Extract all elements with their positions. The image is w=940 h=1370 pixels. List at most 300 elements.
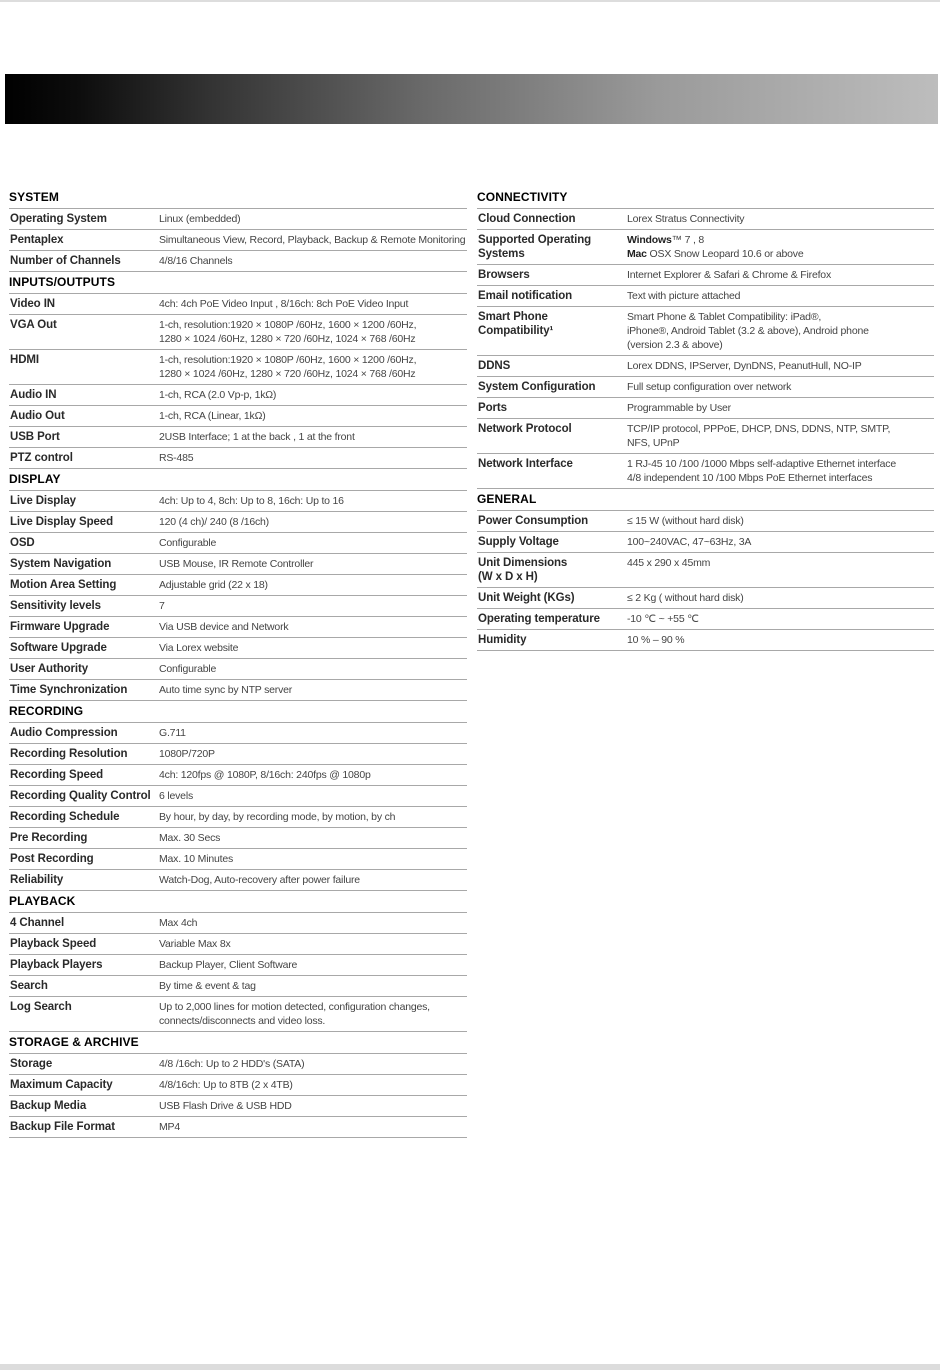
- spec-label: [477, 286, 627, 306]
- spec-label-text: Unit Weight (KGs): [478, 592, 575, 604]
- spec-label: [9, 807, 159, 827]
- spec-value-line: [159, 212, 467, 226]
- spec-value: [159, 997, 467, 1031]
- spec-label: [9, 427, 159, 447]
- spec-value-line: [627, 514, 934, 528]
- spec-value-line: [627, 612, 934, 626]
- spec-value: [159, 849, 467, 869]
- spec-label: [477, 630, 627, 650]
- spec-value-text: 120 (4 ch)/ 240 (8 /16ch): [159, 516, 269, 528]
- spec-value-text: USB Mouse, IR Remote Controller: [159, 558, 314, 570]
- spec-row: [9, 638, 467, 659]
- spec-value-text-line2: connects/disconnects and video loss.: [159, 1015, 326, 1027]
- spec-value-text: 4ch: Up to 4, 8ch: Up to 8, 16ch: Up to 16: [159, 495, 344, 507]
- spec-value-text: 4ch: 120fps @ 1080P, 8/16ch: 240fps @ 1080p: [159, 769, 371, 781]
- spec-value: [627, 588, 934, 608]
- spec-value-text: 445 x 290 x 45mm: [627, 557, 711, 569]
- bottom-rule: [0, 1364, 940, 1370]
- spec-value-line: [627, 359, 934, 373]
- spec-label: [9, 448, 159, 468]
- spec-value: [159, 350, 467, 384]
- spec-label: [477, 307, 627, 355]
- spec-label: [9, 1117, 159, 1137]
- spec-label: [9, 209, 159, 229]
- spec-value-text-line2: 4/8 independent 10 /100 Mbps PoE Ethernet interfaces: [627, 472, 873, 484]
- spec-row: [9, 230, 467, 251]
- spec-value: [627, 609, 934, 629]
- spec-value-bold-text: Windows: [627, 234, 672, 246]
- spec-value-line: [159, 1014, 467, 1028]
- spec-value-text: Lorex DDNS, IPServer, DynDNS, PeanutHull, NO-IP: [627, 360, 862, 372]
- spec-label: [9, 596, 159, 616]
- spec-row: [477, 511, 934, 532]
- spec-label-text: Recording Speed: [10, 769, 104, 781]
- spec-value-line: [159, 367, 467, 381]
- spec-label-text: Video IN: [10, 298, 55, 310]
- spec-value-bold-text: Mac: [627, 248, 647, 260]
- spec-row: [9, 209, 467, 230]
- spec-value-text: 1-ch, RCA (Linear, 1kΩ): [159, 410, 266, 422]
- spec-row: [9, 997, 467, 1032]
- spec-value: [159, 1075, 467, 1095]
- spec-value: [159, 680, 467, 700]
- spec-value-line: [627, 247, 934, 261]
- spec-label-text: Pentaplex: [10, 234, 64, 246]
- spec-value-text: Full setup configuration over network: [627, 381, 792, 393]
- section-heading-storage-archive: STORAGE & ARCHIVE: [9, 1032, 467, 1054]
- spec-value-line: [159, 332, 467, 346]
- spec-value-line: [627, 457, 934, 471]
- spec-label: [9, 723, 159, 743]
- spec-label: [9, 350, 159, 384]
- spec-value-text-line2: iPhone®, Android Tablet (3.2 & above), Android phone: [627, 325, 869, 337]
- spec-value: [627, 553, 934, 587]
- spec-value-line: [627, 471, 934, 485]
- spec-value-line: [159, 233, 467, 247]
- spec-value-line: [159, 1078, 467, 1092]
- spec-value: [159, 976, 467, 996]
- spec-value: [159, 870, 467, 890]
- spec-row: [477, 209, 934, 230]
- spec-label-text: Ports: [478, 402, 507, 414]
- spec-label-text: Audio Compression: [10, 727, 118, 739]
- spec-label: [477, 209, 627, 229]
- section-heading-inputs-outputs: INPUTS/OUTPUTS: [9, 272, 467, 294]
- spec-value: [159, 934, 467, 954]
- spec-value: [159, 1096, 467, 1116]
- spec-label-text: Search: [10, 980, 48, 992]
- spec-value-text: -10 ℃ ~ +55 ℃: [627, 613, 699, 625]
- spec-value-text: Variable Max 8x: [159, 938, 231, 950]
- spec-row: [9, 1096, 467, 1117]
- spec-label: [9, 680, 159, 700]
- spec-value-line: [159, 578, 467, 592]
- spec-value: [159, 659, 467, 679]
- spec-value-line: [159, 873, 467, 887]
- spec-row: [9, 1117, 467, 1138]
- spec-row: [477, 230, 934, 265]
- spec-label-text-line2: Compatibility¹: [478, 325, 554, 337]
- spec-value-line: [159, 388, 467, 402]
- spec-value-line: [159, 937, 467, 951]
- spec-value: [159, 765, 467, 785]
- spec-value-text: Configurable: [159, 537, 217, 549]
- spec-value: [159, 723, 467, 743]
- spec-value: [159, 533, 467, 553]
- spec-label: [9, 955, 159, 975]
- spec-row: [9, 828, 467, 849]
- spec-row: [9, 554, 467, 575]
- spec-row: [9, 680, 467, 701]
- spec-value: [159, 209, 467, 229]
- spec-value: [627, 398, 934, 418]
- spec-label: [477, 230, 627, 264]
- spec-row: [477, 553, 934, 588]
- spec-label: [9, 913, 159, 933]
- spec-value: [159, 294, 467, 314]
- spec-row: [9, 350, 467, 385]
- spec-value-line: [159, 726, 467, 740]
- spec-label-text: Network Protocol: [478, 423, 572, 435]
- spec-value-text: 1 RJ-45 10 /100 /1000 Mbps self-adaptive Ethernet interface: [627, 458, 896, 470]
- spec-label: [9, 533, 159, 553]
- spec-row: [9, 448, 467, 469]
- spec-label: [9, 786, 159, 806]
- spec-value-line: [627, 633, 934, 647]
- spec-value-line: [159, 1120, 467, 1134]
- left-spec-column: [9, 187, 467, 1138]
- spec-value-text: 1-ch, resolution:1920 × 1080P /60Hz, 1600 × 1200 /60Hz,: [159, 354, 417, 366]
- spec-value-text: 10 % – 90 %: [627, 634, 685, 646]
- spec-value: [627, 511, 934, 531]
- spec-row: [477, 398, 934, 419]
- spec-row: [9, 849, 467, 870]
- spec-label-text: Number of Channels: [10, 255, 121, 267]
- spec-value-text: Backup Player, Client Software: [159, 959, 298, 971]
- spec-value-text-line2: 1280 × 1024 /60Hz, 1280 × 720 /60Hz, 1024 × 768 /60Hz: [159, 333, 416, 345]
- spec-value-line: [627, 268, 934, 282]
- spec-label: [477, 609, 627, 629]
- spec-label: [9, 315, 159, 349]
- spec-value: [627, 377, 934, 397]
- spec-value-text-line2: NFS, UPnP: [627, 437, 680, 449]
- spec-label: [9, 849, 159, 869]
- spec-label-text: Recording Quality Control: [10, 790, 151, 802]
- spec-label-text: Humidity: [478, 634, 527, 646]
- spec-label: [9, 491, 159, 511]
- spec-row: [9, 596, 467, 617]
- header-banner: [5, 74, 938, 124]
- spec-label: [9, 251, 159, 271]
- spec-value-text: Text with picture attached: [627, 290, 741, 302]
- spec-label-text: Pre Recording: [10, 832, 88, 844]
- spec-value-line: [159, 810, 467, 824]
- spec-row: [477, 265, 934, 286]
- spec-value: [159, 596, 467, 616]
- spec-value-text: Internet Explorer & Safari & Chrome & Firefox: [627, 269, 831, 281]
- spec-label-text: Operating System: [10, 213, 107, 225]
- spec-value-line: [159, 979, 467, 993]
- spec-value-line: [159, 662, 467, 676]
- spec-value: [159, 617, 467, 637]
- spec-value-line: [627, 212, 934, 226]
- spec-value-line: [159, 494, 467, 508]
- spec-row: [9, 294, 467, 315]
- spec-label-text: USB Port: [10, 431, 60, 443]
- spec-label: [9, 659, 159, 679]
- spec-value-line: [159, 641, 467, 655]
- spec-label-text: Backup File Format: [10, 1121, 115, 1133]
- spec-label-text: Playback Players: [10, 959, 103, 971]
- spec-label-text: Motion Area Setting: [10, 579, 117, 591]
- spec-value-line: [159, 620, 467, 634]
- spec-row: [9, 1075, 467, 1096]
- spec-value-text: 1080P/720P: [159, 748, 215, 760]
- spec-value-text: By time & event & tag: [159, 980, 256, 992]
- spec-value-line: [159, 515, 467, 529]
- spec-value: [159, 786, 467, 806]
- spec-row: [9, 512, 467, 533]
- spec-label: [9, 934, 159, 954]
- spec-value-line: [627, 591, 934, 605]
- spec-value-text: 100~240VAC, 47~63Hz, 3A: [627, 536, 752, 548]
- spec-value: [159, 230, 467, 250]
- spec-value-line: [627, 233, 934, 247]
- spec-value-text: Simultaneous View, Record, Playback, Backup & Remote Monitoring: [159, 234, 466, 246]
- spec-row: [477, 419, 934, 454]
- spec-label-text: Email notification: [478, 290, 573, 302]
- spec-value-text: ≤ 15 W (without hard disk): [627, 515, 744, 527]
- spec-row: [9, 744, 467, 765]
- spec-value-line: [627, 380, 934, 394]
- spec-label-text: Audio IN: [10, 389, 57, 401]
- spec-value-text: 1-ch, RCA (2.0 Vp-p, 1kΩ): [159, 389, 277, 401]
- spec-value: [159, 554, 467, 574]
- spec-label: [477, 265, 627, 285]
- spec-label-text: OSD: [10, 537, 35, 549]
- section-heading-general: GENERAL: [477, 489, 934, 511]
- spec-value: [627, 286, 934, 306]
- spec-value-text: TCP/IP protocol, PPPoE, DHCP, DNS, DDNS, NTP, SMTP,: [627, 423, 891, 435]
- spec-value-line: [627, 535, 934, 549]
- spec-label-text: Operating temperature: [478, 613, 600, 625]
- spec-value-text: Smart Phone & Tablet Compatibility: iPad®,: [627, 311, 822, 323]
- spec-label: [9, 406, 159, 426]
- spec-value: [627, 209, 934, 229]
- spec-value: [159, 512, 467, 532]
- spec-label-text: System Navigation: [10, 558, 112, 570]
- spec-row: [477, 377, 934, 398]
- spec-row: [477, 356, 934, 377]
- top-rule: [0, 0, 940, 2]
- spec-label-text: Playback Speed: [10, 938, 97, 950]
- spec-value: [627, 265, 934, 285]
- spec-label: [9, 976, 159, 996]
- spec-label: [477, 454, 627, 488]
- spec-row: [477, 286, 934, 307]
- section-heading-recording: RECORDING: [9, 701, 467, 723]
- spec-row: [477, 630, 934, 651]
- spec-value-line: [159, 451, 467, 465]
- spec-value-line: [159, 683, 467, 697]
- spec-value-text: Adjustable grid (22 x 18): [159, 579, 268, 591]
- spec-value-line: [159, 297, 467, 311]
- spec-label-text: Post Recording: [10, 853, 94, 865]
- spec-value-line: [159, 318, 467, 332]
- spec-value-line: [159, 430, 467, 444]
- spec-value-line: [159, 789, 467, 803]
- spec-label: [477, 532, 627, 552]
- spec-value-text: Auto time sync by NTP server: [159, 684, 293, 696]
- spec-value: [159, 828, 467, 848]
- spec-value: [159, 575, 467, 595]
- spec-row: [9, 976, 467, 997]
- spec-label-text: Sensitivity levels: [10, 600, 101, 612]
- spec-value-line: [159, 599, 467, 613]
- spec-value-text: Up to 2,000 lines for motion detected, configuration changes,: [159, 1001, 430, 1013]
- section-heading-connectivity: CONNECTIVITY: [477, 187, 934, 209]
- spec-row: [9, 723, 467, 744]
- spec-value-text: 4/8/16ch: Up to 8TB (2 x 4TB): [159, 1079, 293, 1091]
- spec-label: [9, 575, 159, 595]
- spec-value: [159, 251, 467, 271]
- spec-label-text: Supported Operating: [478, 234, 592, 246]
- spec-label-text: Smart Phone: [478, 311, 548, 323]
- spec-row: [9, 427, 467, 448]
- spec-value-text: Watch-Dog, Auto-recovery after power failure: [159, 874, 360, 886]
- spec-value-line: [627, 422, 934, 436]
- spec-label-text: Firmware Upgrade: [10, 621, 110, 633]
- spec-value-line: [159, 831, 467, 845]
- spec-value-line: [159, 958, 467, 972]
- spec-value: [159, 1117, 467, 1137]
- spec-value: [159, 448, 467, 468]
- spec-label-text: Supply Voltage: [478, 536, 559, 548]
- spec-value-line: [627, 556, 934, 570]
- spec-value: [159, 955, 467, 975]
- spec-value-line: [159, 747, 467, 761]
- spec-row: [9, 786, 467, 807]
- spec-value: [627, 454, 934, 488]
- spec-value-line: [159, 353, 467, 367]
- spec-value-text: ≤ 2 Kg ( without hard disk): [627, 592, 744, 604]
- spec-value-line: [159, 557, 467, 571]
- spec-label: [9, 765, 159, 785]
- spec-value-line: [159, 768, 467, 782]
- spec-row: [9, 765, 467, 786]
- spec-value-line: [159, 1057, 467, 1071]
- spec-row: [9, 385, 467, 406]
- spec-row: [9, 870, 467, 891]
- spec-value-line: [627, 436, 934, 450]
- section-heading-system: SYSTEM: [9, 187, 467, 209]
- spec-value: [159, 385, 467, 405]
- spec-value: [159, 406, 467, 426]
- spec-row: [9, 807, 467, 828]
- spec-value-line: [159, 536, 467, 550]
- spec-value: [159, 913, 467, 933]
- spec-label-text: VGA Out: [10, 319, 57, 331]
- spec-label-text: DDNS: [478, 360, 511, 372]
- spec-label: [477, 356, 627, 376]
- spec-value-text: Linux (embedded): [159, 213, 241, 225]
- spec-label-text: Reliability: [10, 874, 64, 886]
- spec-value: [627, 532, 934, 552]
- spec-value-text: Via USB device and Network: [159, 621, 289, 633]
- spec-label: [477, 588, 627, 608]
- spec-label: [9, 1096, 159, 1116]
- spec-value-text: 1-ch, resolution:1920 × 1080P /60Hz, 1600 × 1200 /60Hz,: [159, 319, 417, 331]
- spec-label: [9, 997, 159, 1031]
- spec-label: [9, 870, 159, 890]
- spec-label: [9, 1054, 159, 1074]
- spec-label: [9, 294, 159, 314]
- spec-row: [9, 575, 467, 596]
- spec-label-text: System Configuration: [478, 381, 596, 393]
- spec-value-line: [627, 401, 934, 415]
- spec-label-text: Unit Dimensions: [478, 557, 568, 569]
- spec-label: [477, 511, 627, 531]
- spec-label: [9, 744, 159, 764]
- spec-value-text: MP4: [159, 1121, 180, 1133]
- spec-label: [9, 512, 159, 532]
- spec-label-text: Browsers: [478, 269, 530, 281]
- spec-value: [159, 427, 467, 447]
- spec-label-text: Recording Resolution: [10, 748, 128, 760]
- spec-value-text: ™ 7 , 8: [671, 234, 705, 246]
- spec-row: [9, 533, 467, 554]
- spec-row: [9, 1054, 467, 1075]
- spec-value-text: 4/8 /16ch: Up to 2 HDD's (SATA): [159, 1058, 305, 1070]
- spec-value-line: [159, 409, 467, 423]
- spec-value: [627, 230, 934, 264]
- spec-value-line: [627, 324, 934, 338]
- spec-label: [9, 638, 159, 658]
- spec-label: [477, 553, 627, 587]
- spec-value-line: [159, 916, 467, 930]
- spec-label-text: 4 Channel: [10, 917, 65, 929]
- spec-label-text: Maximum Capacity: [10, 1079, 113, 1091]
- spec-value: [627, 307, 934, 355]
- spec-label: [9, 1075, 159, 1095]
- spec-label-text: Storage: [10, 1058, 53, 1070]
- spec-row: [477, 532, 934, 553]
- spec-value: [159, 638, 467, 658]
- spec-value: [159, 491, 467, 511]
- spec-row: [477, 609, 934, 630]
- spec-label: [9, 385, 159, 405]
- spec-label-text: Power Consumption: [478, 515, 589, 527]
- spec-label-text: Network Interface: [478, 458, 573, 470]
- spec-value-text: 4/8/16 Channels: [159, 255, 233, 267]
- section-heading-playback: PLAYBACK: [9, 891, 467, 913]
- spec-value-text-line2: OSX Snow Leopard 10.6 or above: [646, 248, 804, 260]
- spec-label-text-line2: (W x D x H): [478, 571, 538, 583]
- spec-label-text: Backup Media: [10, 1100, 87, 1112]
- spec-row: [9, 659, 467, 680]
- spec-label-text-line2: Systems: [478, 248, 525, 260]
- spec-value-text: 7: [159, 600, 165, 612]
- spec-value-text: 4ch: 4ch PoE Video Input , 8/16ch: 8ch PoE Video Input: [159, 298, 409, 310]
- right-spec-column: [477, 187, 934, 651]
- spec-label-text: Software Upgrade: [10, 642, 107, 654]
- spec-value-text: 6 levels: [159, 790, 194, 802]
- spec-row: [9, 406, 467, 427]
- spec-value-text: Via Lorex website: [159, 642, 239, 654]
- section-heading-display: DISPLAY: [9, 469, 467, 491]
- spec-row: [9, 491, 467, 512]
- spec-label: [9, 828, 159, 848]
